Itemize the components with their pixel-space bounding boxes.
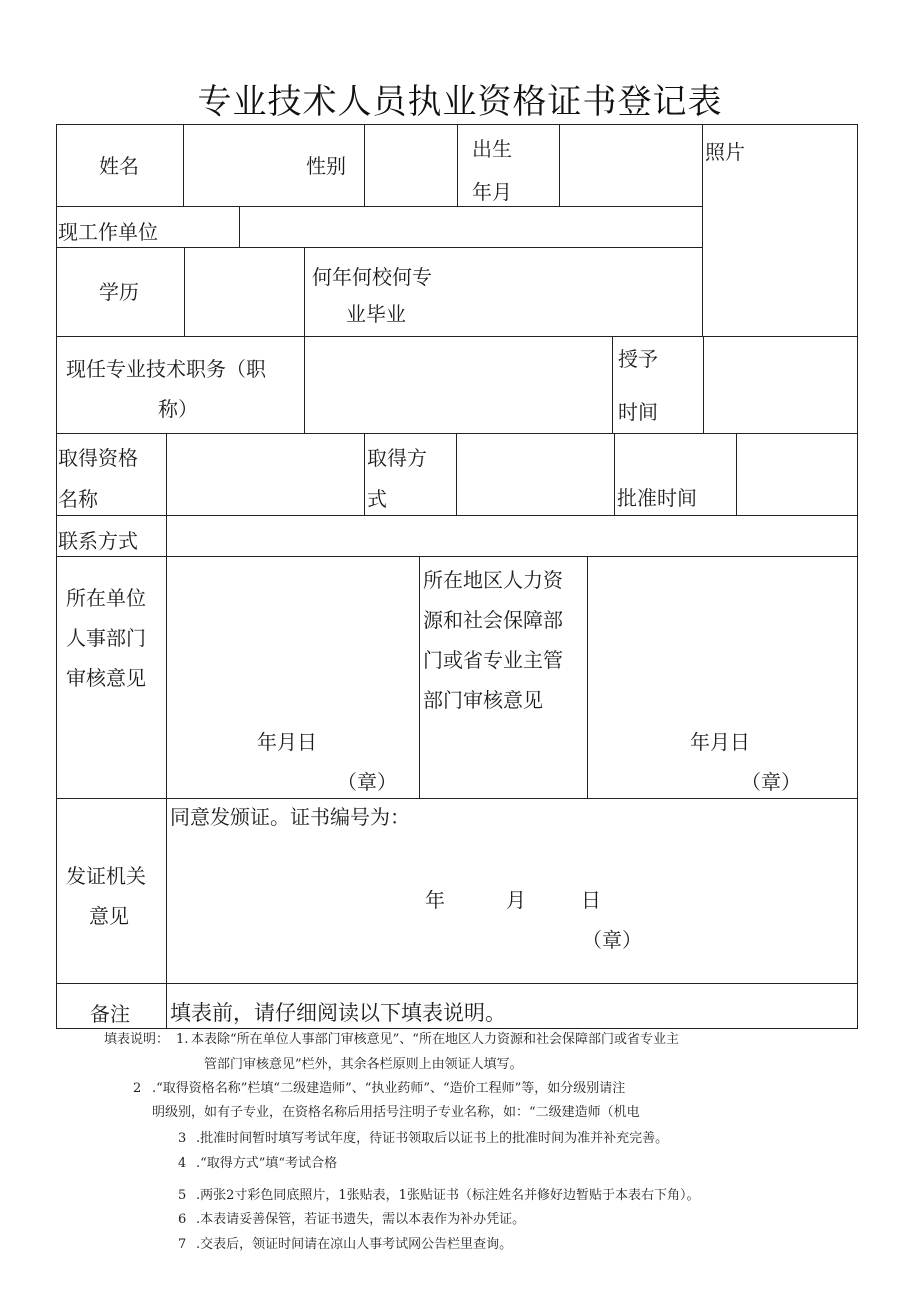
issuer-label-line2: 意见 xyxy=(89,904,129,928)
region-review-label-line2: 源和社会保障部 xyxy=(423,608,563,632)
col-line xyxy=(457,124,458,206)
approval-time-field[interactable] xyxy=(737,434,856,514)
row-line xyxy=(56,556,858,557)
col-line xyxy=(857,124,858,1029)
region-review-label-line3: 门或省专业主管 xyxy=(423,648,563,672)
remark-text: 填表前，请仔细阅读以下填表说明。 xyxy=(170,1001,506,1025)
note-6-text: .本表请妥善保管，若证书遗失，需以本表作为补办凭证。 xyxy=(196,1212,526,1227)
issuer-year: 年 xyxy=(425,888,445,912)
note-3-text: .批准时间暂时填写考试年度，待证书领取后以证书上的批准时间为准并补充完善。 xyxy=(196,1131,669,1146)
graduation-label-line1: 何年何校何专 xyxy=(312,265,432,289)
education-field[interactable] xyxy=(185,248,303,335)
region-review-label-line4: 部门审核意见 xyxy=(423,688,543,712)
note-4-text: .“取得方式”填“考试合格 xyxy=(196,1156,338,1171)
method-label-line1: 取得方 xyxy=(367,446,427,470)
notes-heading: 填表说明： xyxy=(104,1032,170,1047)
col-line xyxy=(702,124,703,336)
professional-title-field[interactable] xyxy=(305,337,611,432)
note-2-line1: .“取得资格名称”栏填“二级建造师”、“执业药师”、“造价工程师”等，如分级别请注 xyxy=(152,1081,626,1096)
name-label: 姓名 xyxy=(99,154,139,178)
note-1-line2: 管部门审核意见”栏外，其余各栏原则上由领证人填写。 xyxy=(204,1057,523,1072)
birth-field[interactable] xyxy=(560,125,701,205)
col-line xyxy=(364,433,365,515)
note-7-number: 7 xyxy=(178,1237,187,1252)
education-label: 学历 xyxy=(99,280,139,304)
col-line xyxy=(614,433,615,515)
gender-field[interactable] xyxy=(365,125,456,205)
region-review-date: 年月日 xyxy=(690,730,750,754)
workplace-label: 现工作单位 xyxy=(58,220,158,244)
note-1-line1: 本表除“所在单位人事部门审核意见”、“所在地区人力资源和社会保障部门或省专业主 xyxy=(191,1032,679,1047)
note-2-number: 2 xyxy=(133,1081,142,1096)
contact-label: 联系方式 xyxy=(58,529,138,553)
note-6-number: 6 xyxy=(178,1212,187,1227)
grant-time-field[interactable] xyxy=(704,337,856,432)
contact-field[interactable] xyxy=(167,516,856,555)
col-line xyxy=(612,336,613,433)
unit-review-date: 年月日 xyxy=(257,730,317,754)
col-line xyxy=(419,556,420,798)
note-5-number: 5 xyxy=(178,1188,187,1203)
grant-time-label-line1: 授予 xyxy=(618,347,658,371)
unit-review-label-line2: 人事部门 xyxy=(66,626,146,650)
note-2-line2: 明级别，如有子专业，在资格名称后用括号注明子专业名称，如：“二级建造师（机电 xyxy=(152,1105,640,1120)
gender-label: 性别 xyxy=(306,154,346,178)
note-4-number: 4 xyxy=(178,1156,187,1171)
unit-review-seal: （章） xyxy=(337,770,397,794)
note-5-text: .两张2寸彩色同底照片，1张贴表，1张贴证书（标注姓名并修好边暂贴于本表右下角）。 xyxy=(196,1188,700,1203)
issuer-seal: （章） xyxy=(582,928,642,952)
col-line xyxy=(166,798,167,1028)
method-field[interactable] xyxy=(457,434,613,514)
col-line xyxy=(587,556,588,798)
issuer-text: 同意发颁证。证书编号为： xyxy=(170,805,410,829)
issuer-day: 日 xyxy=(581,888,601,912)
grant-time-label-line2: 时间 xyxy=(618,400,658,424)
birth-label-line2: 年月 xyxy=(472,180,512,204)
note-7-text: .交表后，领证时间请在凉山人事考试网公告栏里查询。 xyxy=(196,1237,513,1252)
page-title: 专业技术人员执业资格证书登记表 xyxy=(197,82,723,122)
workplace-field[interactable] xyxy=(240,207,701,246)
note-3-number: 3 xyxy=(178,1131,187,1146)
method-label-line2: 式 xyxy=(367,487,387,511)
region-review-label-line1: 所在地区人力资 xyxy=(423,568,563,592)
col-line xyxy=(166,556,167,798)
issuer-label-line1: 发证机关 xyxy=(66,864,146,888)
region-review-seal: （章） xyxy=(741,770,801,794)
row-line xyxy=(56,983,858,984)
col-line xyxy=(56,124,57,1029)
professional-title-label-line1: 现任专业技术职务（职 xyxy=(66,357,266,381)
qualification-label-line2: 名称 xyxy=(58,487,98,511)
col-line xyxy=(304,247,305,336)
issuer-month: 月 xyxy=(506,888,526,912)
graduation-label-line2: 业毕业 xyxy=(346,302,406,326)
note-1-number: 1. xyxy=(176,1032,189,1047)
unit-review-label-line1: 所在单位 xyxy=(66,586,146,610)
qualification-field[interactable] xyxy=(167,434,363,514)
remark-label: 备注 xyxy=(90,1002,130,1026)
professional-title-label-line2: 称） xyxy=(158,397,198,421)
photo-label: 照片 xyxy=(705,140,745,164)
approval-time-label: 批准时间 xyxy=(617,486,697,510)
unit-review-label-line3: 审核意见 xyxy=(66,666,146,690)
birth-label-line1: 出生 xyxy=(472,137,512,161)
qualification-label-line1: 取得资格 xyxy=(58,446,138,470)
